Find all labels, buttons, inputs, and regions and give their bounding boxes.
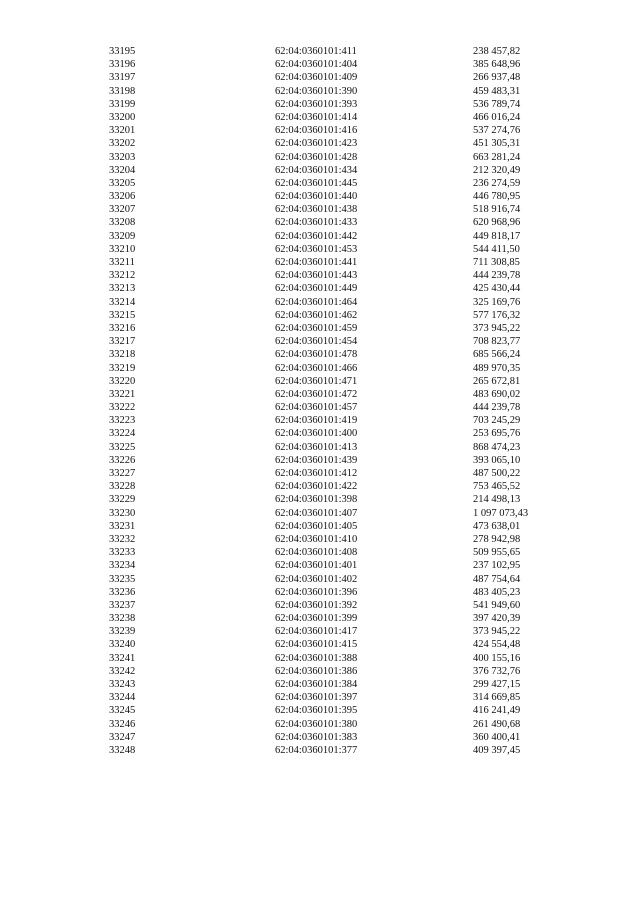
table-row xyxy=(0,177,640,190)
cadastral-value: 212 320,49 xyxy=(473,164,521,176)
cadastral-number: 62:04:0360101:384 xyxy=(275,679,358,690)
row-number: 33205 xyxy=(109,177,136,189)
table-row xyxy=(0,164,640,177)
cadastral-number: 62:04:0360101:414 xyxy=(275,111,358,123)
cadastral-number: 62:04:0360101:433 xyxy=(275,217,358,229)
row-number: 33235 xyxy=(109,573,136,585)
cadastral-value: 425 430,44 xyxy=(473,283,521,295)
table-row xyxy=(0,388,640,401)
cadastral-number: 62:04:0360101:443 xyxy=(275,270,358,282)
row-number: 33233 xyxy=(109,547,136,559)
table-row xyxy=(0,111,640,124)
table-row xyxy=(0,718,640,731)
cadastral-number: 62:04:0360101:402 xyxy=(275,573,358,585)
row-number: 33204 xyxy=(109,164,136,176)
cadastral-value: 446 780,95 xyxy=(473,191,521,203)
cadastral-number: 62:04:0360101:415 xyxy=(275,639,358,651)
cadastral-number: 62:04:0360101:377 xyxy=(275,744,358,756)
cadastral-value: 541 949,60 xyxy=(473,599,521,611)
table-row xyxy=(0,309,640,322)
row-number: 33232 xyxy=(109,533,136,545)
table-row xyxy=(0,348,640,361)
cadastral-number: 62:04:0360101:449 xyxy=(275,283,358,295)
row-number: 33217 xyxy=(109,336,136,348)
row-number: 33215 xyxy=(109,309,136,321)
row-number: 33214 xyxy=(109,296,136,308)
cadastral-value: 489 970,35 xyxy=(473,362,521,374)
cadastral-value: 237 102,95 xyxy=(473,560,521,572)
table-row xyxy=(0,45,640,58)
table-row xyxy=(0,151,640,164)
table-row xyxy=(0,230,640,243)
row-number: 33248 xyxy=(109,744,136,756)
table-row xyxy=(0,493,640,506)
cadastral-value: 385 648,96 xyxy=(473,59,521,71)
cadastral-number: 62:04:0360101:380 xyxy=(275,718,358,730)
table-row xyxy=(0,124,640,137)
table-row xyxy=(0,559,640,572)
table-row xyxy=(0,480,640,493)
row-number: 33225 xyxy=(109,441,136,453)
cadastral-number: 62:04:0360101:386 xyxy=(275,665,358,677)
row-number: 33213 xyxy=(109,283,136,295)
cadastral-number: 62:04:0360101:478 xyxy=(275,349,358,361)
cadastral-number: 62:04:0360101:466 xyxy=(275,362,358,374)
cadastral-number: 62:04:0360101:440 xyxy=(275,191,358,203)
table-row xyxy=(0,612,640,625)
cadastral-number: 62:04:0360101:422 xyxy=(275,481,358,493)
row-number: 33240 xyxy=(109,639,136,651)
table-row xyxy=(0,520,640,533)
row-number: 33234 xyxy=(109,560,136,572)
table-row xyxy=(0,546,640,559)
cadastral-value: 236 274,59 xyxy=(473,177,521,189)
row-number: 33246 xyxy=(109,718,136,730)
cadastral-value: 1 097 073,43 xyxy=(473,507,529,519)
row-number: 33196 xyxy=(109,59,136,71)
cadastral-number: 62:04:0360101:408 xyxy=(275,547,358,559)
cadastral-value: 487 500,22 xyxy=(473,468,521,479)
table-row xyxy=(0,85,640,98)
cadastral-number: 62:04:0360101:462 xyxy=(275,309,358,321)
cadastral-value: 373 945,22 xyxy=(473,322,521,334)
table-row xyxy=(0,652,640,665)
table-row xyxy=(0,638,640,651)
row-number: 33199 xyxy=(109,98,136,110)
row-number: 33237 xyxy=(109,599,136,611)
cadastral-value: 416 241,49 xyxy=(473,705,521,717)
row-number: 33231 xyxy=(109,520,136,532)
cadastral-value: 466 016,24 xyxy=(473,111,521,123)
table-row xyxy=(0,507,640,520)
cadastral-value: 444 239,78 xyxy=(473,402,521,414)
cadastral-value: 299 427,15 xyxy=(473,679,521,690)
cadastral-value: 238 457,82 xyxy=(473,46,521,57)
table-row xyxy=(0,573,640,586)
cadastral-number: 62:04:0360101:397 xyxy=(275,692,358,704)
table-row xyxy=(0,203,640,216)
cadastral-number: 62:04:0360101:419 xyxy=(275,415,358,427)
row-number: 33210 xyxy=(109,243,136,255)
table-row xyxy=(0,58,640,71)
table-row xyxy=(0,599,640,612)
cadastral-number: 62:04:0360101:441 xyxy=(275,257,358,268)
cadastral-number: 62:04:0360101:396 xyxy=(275,586,358,598)
cadastral-value: 376 732,76 xyxy=(473,665,521,677)
row-number: 33245 xyxy=(109,705,136,717)
cadastral-number: 62:04:0360101:471 xyxy=(275,375,358,387)
cadastral-number: 62:04:0360101:464 xyxy=(275,296,358,308)
cadastral-number: 62:04:0360101:410 xyxy=(275,533,358,545)
cadastral-value: 325 169,76 xyxy=(473,296,521,308)
row-number: 33228 xyxy=(109,481,136,493)
cadastral-value: 509 955,65 xyxy=(473,547,521,559)
cadastral-value: 459 483,31 xyxy=(473,85,521,97)
row-number: 33198 xyxy=(109,85,136,97)
row-number: 33224 xyxy=(109,428,136,440)
table-row xyxy=(0,71,640,84)
row-number: 33211 xyxy=(109,257,135,268)
cadastral-value: 473 638,01 xyxy=(473,520,521,532)
cadastral-value: 451 305,31 xyxy=(473,138,521,150)
row-number: 33229 xyxy=(109,494,136,506)
row-number: 33220 xyxy=(109,375,136,387)
cadastral-value: 409 397,45 xyxy=(473,744,521,756)
cadastral-value: 424 554,48 xyxy=(473,639,521,651)
cadastral-number: 62:04:0360101:428 xyxy=(275,151,358,163)
cadastral-value: 703 245,29 xyxy=(473,415,521,427)
cadastral-number: 62:04:0360101:393 xyxy=(275,98,358,110)
cadastral-number: 62:04:0360101:417 xyxy=(275,626,358,638)
cadastral-value: 400 155,16 xyxy=(473,652,521,664)
table-row xyxy=(0,190,640,203)
cadastral-number: 62:04:0360101:434 xyxy=(275,164,358,176)
row-number: 33226 xyxy=(109,454,136,466)
row-number: 33209 xyxy=(109,230,136,242)
row-number: 33206 xyxy=(109,191,136,203)
cadastral-value: 444 239,78 xyxy=(473,270,521,282)
cadastral-number: 62:04:0360101:439 xyxy=(275,454,358,466)
table-row xyxy=(0,375,640,388)
cadastral-value: 266 937,48 xyxy=(473,72,521,84)
cadastral-number: 62:04:0360101:411 xyxy=(275,46,357,57)
cadastral-number: 62:04:0360101:413 xyxy=(275,441,358,453)
table-row xyxy=(0,586,640,599)
cadastral-number: 62:04:0360101:395 xyxy=(275,705,358,717)
cadastral-value: 214 498,13 xyxy=(473,494,521,506)
cadastral-number: 62:04:0360101:454 xyxy=(275,336,358,348)
table-row xyxy=(0,137,640,150)
cadastral-number: 62:04:0360101:442 xyxy=(275,230,358,242)
cadastral-value: 708 823,77 xyxy=(473,336,521,348)
cadastral-number: 62:04:0360101:445 xyxy=(275,177,358,189)
row-number: 33207 xyxy=(109,204,136,216)
cadastral-value: 261 490,68 xyxy=(473,718,521,730)
cadastral-number: 62:04:0360101:400 xyxy=(275,428,358,440)
row-number: 33227 xyxy=(109,468,136,479)
cadastral-value: 518 916,74 xyxy=(473,204,521,216)
cadastral-value: 536 789,74 xyxy=(473,98,521,110)
table-row xyxy=(0,665,640,678)
row-number: 33200 xyxy=(109,111,136,123)
table-row xyxy=(0,256,640,269)
table-row xyxy=(0,441,640,454)
row-number: 33239 xyxy=(109,626,136,638)
cadastral-value-table xyxy=(0,45,640,757)
table-row xyxy=(0,625,640,638)
cadastral-number: 62:04:0360101:453 xyxy=(275,243,358,255)
table-row xyxy=(0,731,640,744)
cadastral-number: 62:04:0360101:388 xyxy=(275,652,358,664)
cadastral-number: 62:04:0360101:405 xyxy=(275,520,358,532)
table-row xyxy=(0,282,640,295)
cadastral-value: 487 754,64 xyxy=(473,573,521,585)
cadastral-value: 577 176,32 xyxy=(473,309,521,321)
cadastral-number: 62:04:0360101:398 xyxy=(275,494,358,506)
cadastral-value: 544 411,50 xyxy=(473,243,520,255)
table-row xyxy=(0,704,640,717)
table-row xyxy=(0,467,640,480)
row-number: 33197 xyxy=(109,72,136,84)
cadastral-value: 685 566,24 xyxy=(473,349,521,361)
row-number: 33203 xyxy=(109,151,136,163)
table-row xyxy=(0,216,640,229)
row-number: 33212 xyxy=(109,270,136,282)
table-row xyxy=(0,454,640,467)
table-row xyxy=(0,744,640,757)
cadastral-number: 62:04:0360101:392 xyxy=(275,599,358,611)
cadastral-number: 62:04:0360101:383 xyxy=(275,731,358,743)
table-row xyxy=(0,296,640,309)
cadastral-value: 373 945,22 xyxy=(473,626,521,638)
table-row xyxy=(0,414,640,427)
cadastral-value: 868 474,23 xyxy=(473,441,521,453)
row-number: 33238 xyxy=(109,613,136,625)
table-row xyxy=(0,678,640,691)
cadastral-value: 397 420,39 xyxy=(473,613,521,625)
cadastral-value: 393 065,10 xyxy=(473,454,521,466)
row-number: 33201 xyxy=(109,125,136,137)
table-row xyxy=(0,533,640,546)
table-row xyxy=(0,691,640,704)
row-number: 33202 xyxy=(109,138,136,150)
row-number: 33195 xyxy=(109,46,136,57)
row-number: 33216 xyxy=(109,322,136,334)
cadastral-value: 253 695,76 xyxy=(473,428,521,440)
table-row xyxy=(0,98,640,111)
table-row xyxy=(0,362,640,375)
cadastral-number: 62:04:0360101:407 xyxy=(275,507,358,519)
row-number: 33230 xyxy=(109,507,136,519)
cadastral-number: 62:04:0360101:472 xyxy=(275,388,358,400)
table-row xyxy=(0,401,640,414)
row-number: 33247 xyxy=(109,731,136,743)
table-row xyxy=(0,322,640,335)
cadastral-value: 537 274,76 xyxy=(473,125,521,137)
table-row xyxy=(0,243,640,256)
cadastral-value: 483 405,23 xyxy=(473,586,521,598)
row-number: 33208 xyxy=(109,217,136,229)
cadastral-value: 265 672,81 xyxy=(473,375,521,387)
row-number: 33244 xyxy=(109,692,136,704)
cadastral-number: 62:04:0360101:401 xyxy=(275,560,358,572)
cadastral-number: 62:04:0360101:423 xyxy=(275,138,358,150)
row-number: 33218 xyxy=(109,349,136,361)
cadastral-value: 314 669,85 xyxy=(473,692,521,704)
row-number: 33219 xyxy=(109,362,136,374)
row-number: 33221 xyxy=(109,388,136,400)
cadastral-value: 278 942,98 xyxy=(473,533,521,545)
table-row xyxy=(0,427,640,440)
cadastral-number: 62:04:0360101:459 xyxy=(275,322,358,334)
cadastral-number: 62:04:0360101:457 xyxy=(275,402,358,414)
cadastral-number: 62:04:0360101:399 xyxy=(275,613,358,625)
cadastral-number: 62:04:0360101:390 xyxy=(275,85,358,97)
cadastral-value: 360 400,41 xyxy=(473,731,521,743)
cadastral-number: 62:04:0360101:416 xyxy=(275,125,358,137)
cadastral-number: 62:04:0360101:438 xyxy=(275,204,358,216)
cadastral-value: 711 308,85 xyxy=(473,257,520,268)
row-number: 33223 xyxy=(109,415,136,427)
cadastral-value: 663 281,24 xyxy=(473,151,521,163)
cadastral-value: 449 818,17 xyxy=(473,230,521,242)
row-number: 33222 xyxy=(109,402,136,414)
cadastral-number: 62:04:0360101:412 xyxy=(275,468,358,479)
table-row xyxy=(0,269,640,282)
row-number: 33236 xyxy=(109,586,136,598)
cadastral-value: 753 465,52 xyxy=(473,481,521,493)
cadastral-number: 62:04:0360101:409 xyxy=(275,72,358,84)
cadastral-value: 483 690,02 xyxy=(473,388,521,400)
cadastral-number: 62:04:0360101:404 xyxy=(275,59,358,71)
row-number: 33242 xyxy=(109,665,136,677)
table-row xyxy=(0,335,640,348)
row-number: 33241 xyxy=(109,652,136,664)
row-number: 33243 xyxy=(109,679,136,690)
cadastral-value: 620 968,96 xyxy=(473,217,521,229)
